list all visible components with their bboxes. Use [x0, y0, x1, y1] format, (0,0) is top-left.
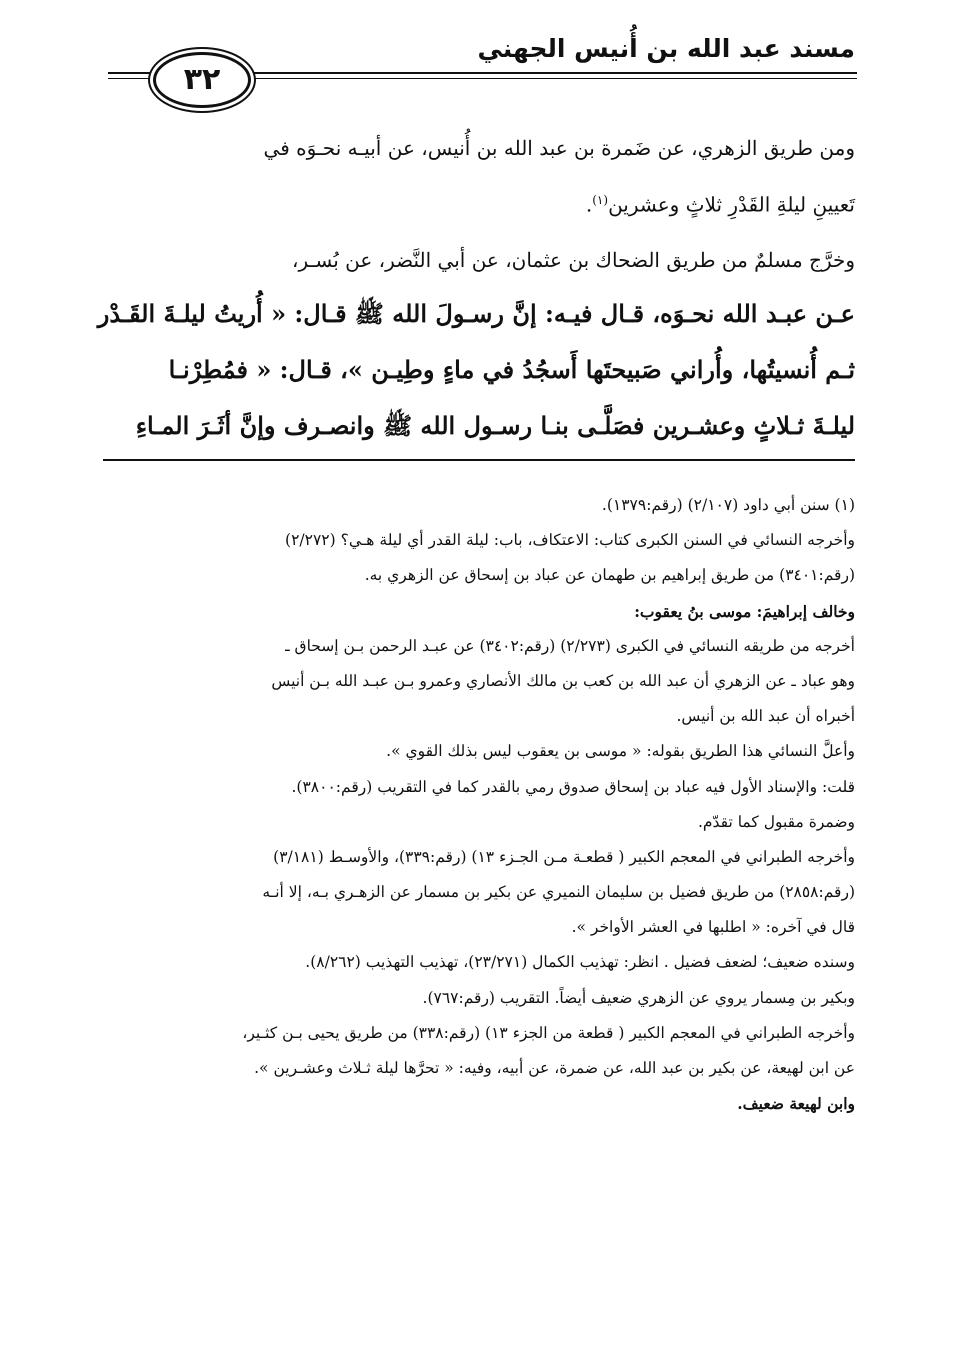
sentence-end: .	[585, 192, 593, 217]
paragraph-1	[105, 122, 855, 226]
main-text	[97, 122, 855, 454]
text-line: وخرَّج مسلمٌ من طريق الضحاك بن عثمان، عن أبي النَّضر، عن بُسـر،	[292, 248, 855, 272]
footnote-line: عن ابن لهيعة، عن بكير بن عبد الله، عن ضمرة، عن أبيه، وفيه: « تحرَّها ليلة ثـلاث وعشـرين ».	[254, 1059, 855, 1077]
footnote-line: وبكير بن مِسمار يروي عن الزهري ضعيف أيضاً. التقريب (رقم:٧٦٧).	[422, 988, 855, 1007]
footnote-line: (رقم:٣٤٠١) من طريق إبراهيم بن طهمان عن عباد بن إسحاق عن الزهري به.	[364, 566, 855, 585]
footnote-line: وسنده ضعيف؛ لضعف فضيل . انظر: تهذيب الكمال (٢٣/٢٧١)، تهذيب التهذيب (٨/٢٦٢).	[305, 953, 855, 972]
footnote-line: وابن لهيعة ضعيف.	[737, 1094, 855, 1114]
footnote-line: وخالف إبراهيمَ: موسى بنُ يعقوب:	[634, 601, 855, 621]
page-number-badge: ٣٢	[153, 52, 251, 108]
footnote-line: وأعلَّ النسائي هذا الطريق بقوله: « موسى بن يعقوب ليس بذلك القوي ».	[386, 742, 855, 761]
text-line: ومن طريق الزهري، عن ضَمرة بن عبد الله بن أُنيس، عن أبيـه نحـوَه في	[263, 136, 855, 160]
footnote-line: وأخرجه النسائي في السنن الكبرى كتاب: الاعتكاف، باب: ليلة القدر أي ليلة هـي؟ (٢/٢٧٢)	[285, 531, 855, 550]
footnote-line: وضمرة مقبول كما تقدّم.	[697, 812, 855, 831]
footnote-marker[interactable]: (١)	[592, 193, 609, 207]
text-line: ليلـةَ ثـلاثٍ وعشـرين فصَلَّـى بنـا رسـول الله ﷺ وانصـرف وإنَّ أثَـرَ المـاءِ	[135, 411, 855, 440]
footnote-line: (رقم:٢٨٥٨) من طريق فضيل بن سليمان النميري عن بكير بن مسمار عن الزهـري بـه، إلا أنـه	[262, 883, 855, 902]
text-line-content: تَعيينِ ليلةِ القَدْرِ ثلاثٍ وعشرين	[608, 192, 855, 217]
footnote-line: أخبراه أن عبد الله بن أنيس.	[676, 707, 855, 726]
footnote-line: وأخرجه الطبراني في المعجم الكبير ( قطعـة مـن الجـزء ١٣) (رقم:٣٣٩)، والأوسـط (٣/١٨١)	[273, 847, 855, 866]
footnote-line: (١) سنن أبي داود (٢/١٠٧) (رقم:١٣٧٩).	[601, 496, 855, 514]
text-line: ثـم أُنسيتُها، وأُراني صَبيحتَها أَسجُدُ في ماءٍ وطِيـن »، قـال: « فمُطِرْنـا	[168, 355, 855, 384]
text-line	[105, 174, 855, 226]
footnote-line: وأخرجه الطبراني في المعجم الكبير ( قطعة من الجزء ١٣) (رقم:٣٣٨) من طريق يحيى بـن كثـير،	[242, 1023, 855, 1042]
footnote-line: قال في آخره: « اطلبها في العشر الأواخر ».	[571, 918, 855, 937]
footnote-line: قلت: والإسناد الأول فيه عباد بن إسحاق صدوق رمي بالقدر كما في التقريب (رقم:٣٨٠٠).	[291, 777, 855, 796]
paragraph-2	[97, 234, 855, 454]
text-line: عـن عبـد الله نحـوَه، قـال فيـه: إنَّ رسـولَ الله ﷺ قـال: « أُريتُ ليلـةَ القَـدْر	[97, 299, 855, 328]
footnote-divider	[103, 459, 855, 461]
footnotes	[103, 488, 855, 1121]
footnote-line: وهو عباد ـ عن الزهري أن عبد الله بن كعب بن مالك الأنصاري وعمرو بـن عبـد الله بـن أنيس	[271, 671, 855, 690]
footnote-line: أخرجه من طريقه النسائي في الكبرى (٢/٢٧٣) (رقم:٣٤٠٢) عن عبـد الرحمن بـن إسحاق ـ	[285, 636, 855, 655]
running-header-title: مسند عبد الله بن أُنيس الجهني	[477, 34, 855, 63]
